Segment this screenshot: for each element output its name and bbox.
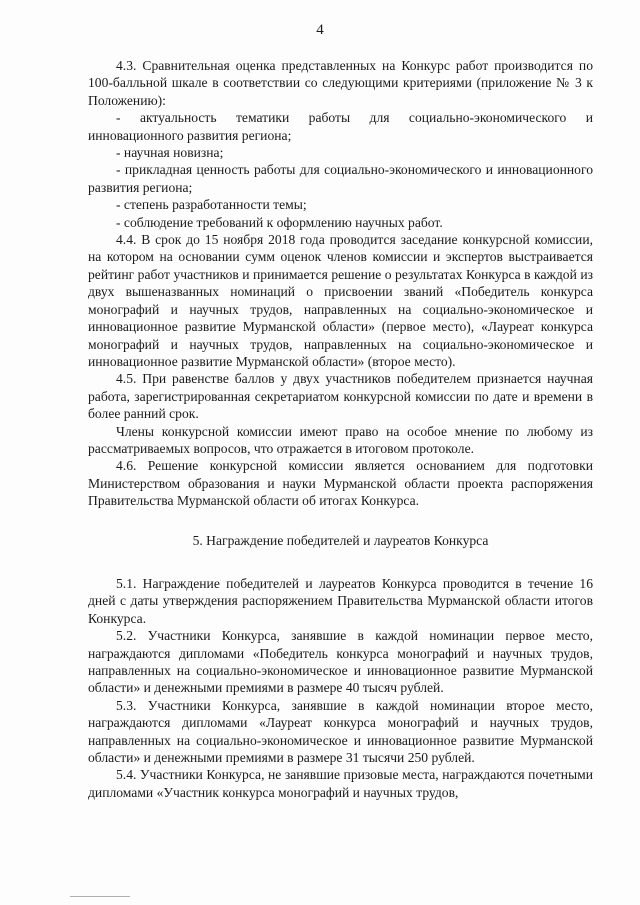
- criterion-relevance: - актуальность тематики работы для социально-экономического и инновационного развития региона;: [88, 110, 593, 143]
- paragraph-4-5-commission-opinion: Члены конкурсной комиссии имеют право на особое мнение по любому из рассматриваемых вопросов, что отражается в итоговом протоколе.: [88, 423, 593, 456]
- criterion-novelty: - научная новизна;: [116, 145, 224, 161]
- paragraph-5-3: 5.3. Участники Конкурса, занявшие в каждой номинации второе место, награждаются дипломами «Лауреат конкурса монографий и научных трудов, направленных на социально-экономическое и инновационное развитие Мурманской области» и денежными премиями в размере 31 тысячи 250 рублей.: [88, 697, 593, 766]
- paragraph-4-5: 4.5. При равенстве баллов у двух участников победителем признается научная работа, зарегистрированная секретариатом конкурсной комиссии по дате и времени в более ранний срок.: [88, 371, 593, 422]
- criterion-elaboration: - степень разработанности темы;: [116, 197, 307, 213]
- paragraph-4-6: 4.6. Решение конкурсной комиссии является основанием для подготовки Министерством образования и науки Мурманской области проекта распоряжения Правительства Мурманской области об итогах Конкурса.: [88, 458, 593, 509]
- page-number: 4: [316, 22, 324, 38]
- criterion-applied-value: - прикладная ценность работы для социально-экономического и инновационного развития региона;: [88, 162, 593, 195]
- paragraph-4-4: 4.4. В срок до 15 ноября 2018 года проводится заседание конкурсной комиссии, на котором на основании сумм оценок членов комиссии и экспертов выстраивается рейтинг работ участников и принимается решение о результатах Конкурса в каждой из двух вышеназванных номинаций о присвоении званий «Победитель конкурса монографий и научных трудов, направленных на социально-экономическое и инновационное развитие Мурманской области» (первое место), «Лауреат конкурса монографий и научных трудов, направленных на социально-экономическое и инновационное развитие Мурманской области» (второе место).: [88, 232, 593, 369]
- paragraph-5-1: 5.1. Награждение победителей и лауреатов Конкурса проводится в течение 16 дней с даты утверждения распоряжением Правительства Мурманской области итогов Конкурса.: [88, 575, 593, 626]
- section-5-heading: 5. Награждение победителей и лауреатов Конкурса: [192, 532, 489, 548]
- criterion-formatting: - соблюдение требований к оформлению научных работ.: [116, 214, 443, 230]
- paragraph-4-3: 4.3. Сравнительная оценка представленных на Конкурс работ производится по 100-балльной шкале в соответствии со следующими критериями (приложение № 3 к Положению):: [88, 58, 593, 108]
- footer-divider: [70, 896, 130, 897]
- paragraph-5-4: 5.4. Участники Конкурса, не занявшие призовые места, награждаются почетными дипломами «Участник конкурса монографий и научных трудов,: [88, 767, 593, 800]
- paragraph-5-2: 5.2. Участники Конкурса, занявшие в каждой номинации первое место, награждаются дипломами «Победитель конкурса монографий и научных трудов, направленных на социально-экономическое и инновационное развитие Мурманской области» и денежными премиями в размере 40 тысяч рублей.: [88, 628, 593, 696]
- document-body: [88, 57, 593, 801]
